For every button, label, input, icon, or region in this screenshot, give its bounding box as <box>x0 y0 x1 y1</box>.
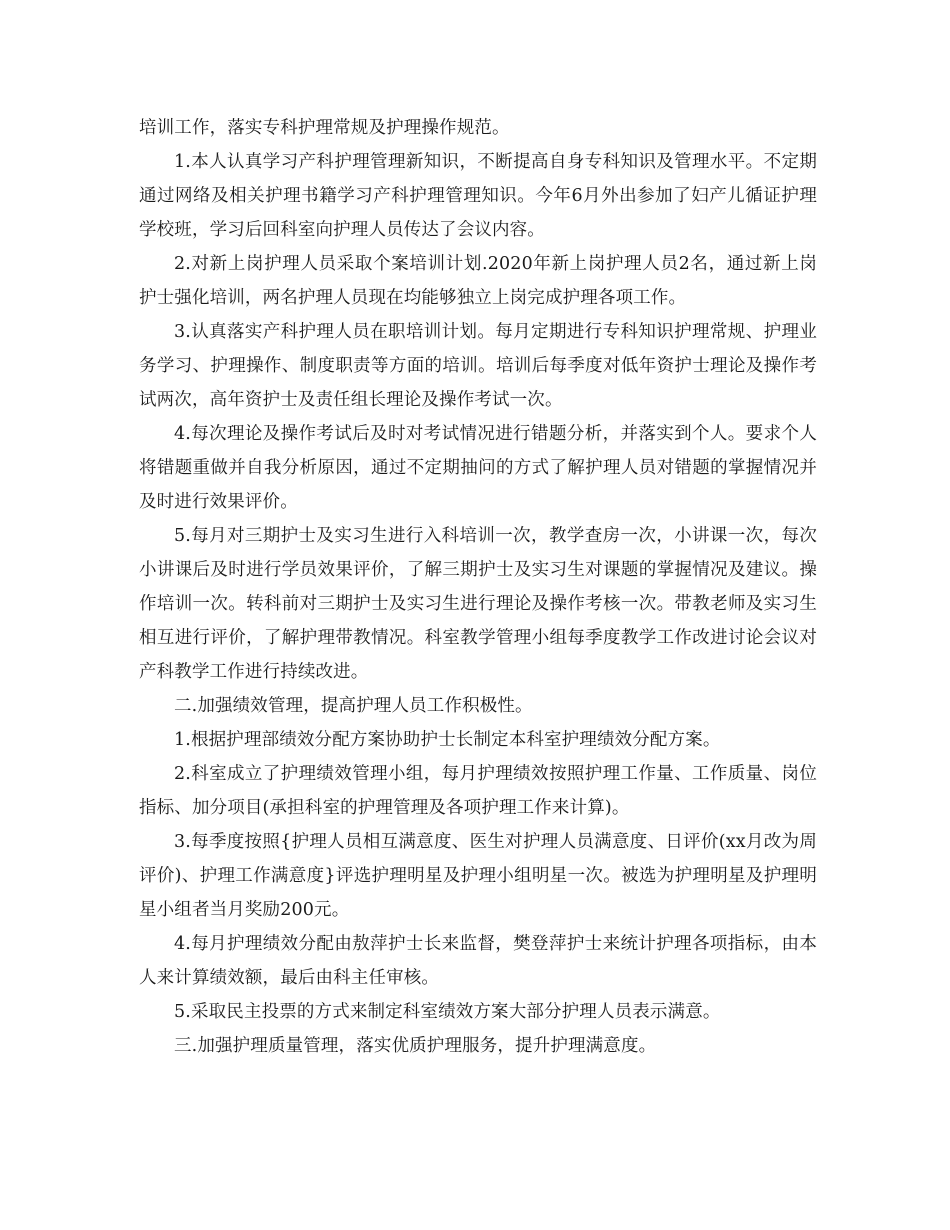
paragraph-item-1-study: 1.本人认真学习产科护理管理新知识，不断提高自身专科知识及管理水平。不定期通过网络及相关护理书籍学习产科护理管理知识。今年6月外出参加了妇产儿循证护理学校班，学习后回科室向护理人员传达了会议内容。 <box>139 152 817 240</box>
section-heading-2: 二.加强绩效管理，提高护理人员工作积极性。 <box>174 696 533 716</box>
paragraph-perf-2: 2.科室成立了护理绩效管理小组，每月护理绩效按照护理工作量、工作质量、岗位指标、加分项目(承担科室的护理管理及各项护理工作来计算)。 <box>139 764 817 818</box>
paragraph-perf-4: 4.每月护理绩效分配由敖萍护士长来监督，樊登萍护士来统计护理各项指标，由本人来计算绩效额，最后由科主任审核。 <box>139 934 817 988</box>
paragraph-item-5-intern-training: 5.每月对三期护士及实习生进行入科培训一次，教学查房一次，小讲课一次，每次小讲课后及时进行学员效果评价，了解三期护士及实习生对课题的掌握情况及建议。操作培训一次。转科前对三期护士及实习生进行理论及操作考核一次。带教老师及实习生相互进行评价，了解护理带教情况。科室教学管理小组每季度教学工作改进讨论会议对产科教学工作进行持续改进。 <box>139 526 817 682</box>
paragraph-perf-1: 1.根据护理部绩效分配方案协助护士长制定本科室护理绩效分配方案。 <box>174 730 721 750</box>
section-heading-3: 三.加强护理质量管理，落实优质护理服务，提升护理满意度。 <box>174 1036 657 1056</box>
paragraph-item-2-new-staff: 2.对新上岗护理人员采取个案培训计划.2020年新上岗护理人员2名，通过新上岗护士强化培训，两名护理人员现在均能够独立上岗完成护理各项工作。 <box>139 254 817 308</box>
paragraph-item-4-error-analysis: 4.每次理论及操作考试后及时对考试情况进行错题分析，并落实到个人。要求个人将错题重做并自我分析原因，通过不定期抽问的方式了解护理人员对错题的掌握情况并及时进行效果评价。 <box>139 424 817 512</box>
paragraph-perf-3: 3.每季度按照{护理人员相互满意度、医生对护理人员满意度、日评价(xx月改为周评价)、护理工作满意度}评选护理明星及护理小组明星一次。被选为护理明星及护理明星小组者当月奖励200元。 <box>139 832 817 920</box>
document-body <box>139 111 817 1063</box>
paragraph-item-3-training-plan: 3.认真落实产科护理人员在职培训计划。每月定期进行专科知识护理常规、护理业务学习、护理操作、制度职责等方面的培训。培训后每季度对低年资护士理论及操作考试两次，高年资护士及责任组长理论及操作考试一次。 <box>139 322 817 410</box>
paragraph-continuation: 培训工作，落实专科护理常规及护理操作规范。 <box>139 118 510 138</box>
paragraph-perf-5: 5.采取民主投票的方式来制定科室绩效方案大部分护理人员表示满意。 <box>174 1002 721 1022</box>
